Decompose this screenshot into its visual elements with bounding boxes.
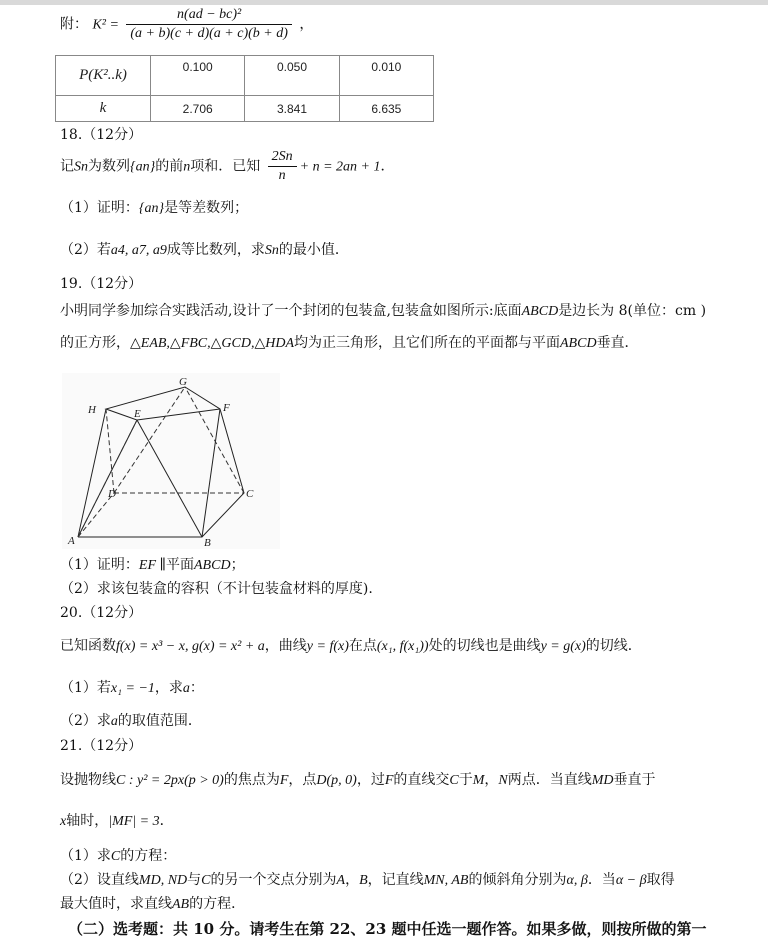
formula-fraction (126, 6, 292, 43)
math: AB (172, 897, 190, 912)
q21-line1 (60, 771, 656, 790)
math: x₁ = −1 (110, 681, 155, 696)
text: 的正方形， (60, 335, 130, 351)
q21-line2 (60, 812, 174, 831)
q19-line1 (60, 302, 706, 321)
math: C : y² = 2px(p > 0) (116, 773, 224, 788)
text: 于 (458, 772, 473, 788)
text: 设抛物线 (60, 772, 116, 788)
math: x (60, 814, 67, 829)
text: 的直线交 (393, 772, 450, 788)
table-cell: 0.010 (339, 56, 433, 96)
label-B: B (204, 537, 211, 549)
text: （1）证明： (60, 557, 139, 573)
text: （2）设直线 (60, 872, 139, 888)
section-heading-elective: （二）选考题：共 10 分。请考生在第 22、23 题中任选一题作答。如果多做，则按所做的第一 (68, 920, 707, 938)
q20-heading: 20.（12分） (60, 605, 143, 621)
text: 垂直． (596, 335, 639, 351)
q21-part2-cont (60, 895, 245, 914)
text: 成等比数列，求 (166, 242, 265, 258)
text: 的前 (155, 158, 184, 175)
text: （2）若 (60, 242, 111, 258)
text: 的另一个交点分别为 (210, 872, 337, 888)
q18-part2 (60, 241, 349, 260)
label-G: G (179, 376, 187, 388)
math: (x₁, f(x₁)) (376, 639, 429, 654)
text: ，记直线 (367, 872, 424, 888)
text: （1）求 (60, 848, 111, 864)
formula-numerator: n(ad − bc)² (126, 6, 292, 25)
q19-heading: 19.（12分） (60, 276, 143, 292)
math: MD, ND (138, 873, 188, 888)
math: {an} (130, 159, 156, 175)
text: ，过 (356, 772, 385, 788)
label-A: A (68, 535, 75, 547)
text: ，求 (154, 680, 183, 696)
math: |MF| = 3 (108, 814, 160, 829)
packaging-box-figure (62, 373, 280, 549)
math: C (449, 773, 459, 788)
math: n (278, 168, 286, 183)
text: ， (484, 772, 499, 788)
formula-suffix: ， (299, 16, 314, 33)
math: a4, a7, a9 (110, 243, 167, 258)
text: 的焦点为 (223, 772, 280, 788)
text: 的倾斜角分别为 (468, 872, 567, 888)
text: 的取值范围． (117, 713, 202, 729)
q18-stem (60, 148, 395, 185)
text: 最大值时，求直线 (60, 896, 172, 912)
text: 已知函数 (60, 638, 116, 654)
text: （1）若 (60, 680, 111, 696)
math: M (472, 773, 485, 788)
math: ABCD (560, 336, 597, 351)
text: 处的切线也是曲线 (428, 638, 541, 654)
math: F (279, 773, 289, 788)
text: ： (189, 680, 204, 696)
formula-lhs: K² = (92, 17, 119, 33)
label-F: F (223, 402, 230, 414)
q19-part1 (60, 556, 245, 575)
math: α, β (566, 873, 588, 888)
math: α − β (615, 873, 647, 888)
text: 为数列 (88, 158, 130, 175)
text: 轴时， (66, 813, 109, 829)
q20-part2 (60, 712, 202, 731)
math: y = g(x) (540, 639, 586, 654)
text: 的方程： (120, 848, 177, 864)
table-header-k: k (56, 96, 151, 122)
table-cell: 3.841 (245, 96, 339, 122)
label-E: E (134, 408, 141, 420)
q20-stem (60, 637, 642, 656)
label-H: H (88, 404, 96, 416)
math: △EAB,△FBC,△GCD,△HDA (130, 336, 294, 351)
q20-part1 (60, 679, 204, 698)
text: 小明同学参加综合实践活动,设计了一个封闭的包装盒,包装盒如图所示:底面 (60, 303, 522, 319)
math: n (183, 159, 191, 175)
math: y = f(x) (306, 639, 349, 654)
text: 均为正三角形，且它们所在的平面都与平面 (294, 335, 560, 351)
chi-square-formula (60, 6, 313, 43)
math: C (110, 849, 121, 864)
q21-heading: 21.（12分） (60, 738, 143, 754)
text: ，点 (288, 772, 317, 788)
table-cell: 0.100 (151, 56, 245, 96)
math: D(p, 0) (316, 773, 357, 788)
q18-heading: 18.（12分） (60, 127, 143, 143)
math: A (336, 873, 346, 888)
math: ABCD (521, 304, 559, 319)
text: ．当 (587, 872, 616, 888)
math: a (182, 681, 190, 696)
q19-line2 (60, 334, 639, 353)
math: a (110, 714, 118, 729)
table-cell: 2.706 (151, 96, 245, 122)
text: 与 (187, 872, 202, 888)
math: B (359, 873, 368, 888)
q18-fraction (268, 148, 297, 185)
math: f(x) = x³ − x, g(x) = x² + a (116, 639, 265, 654)
text: 是等差数列； (164, 200, 249, 216)
q21-part2 (60, 871, 675, 890)
math: F (384, 773, 394, 788)
formula-denominator: (a + b)(c + d)(a + c)(b + d) (130, 26, 288, 41)
label-C: C (246, 488, 254, 500)
text: 的方程． (189, 896, 246, 912)
math: 2Sn (268, 148, 297, 167)
table-header-p: P(K²..k) (56, 56, 151, 96)
q19-part2: （2）求该包装盒的容积（不计包装盒材料的厚度). (60, 581, 373, 597)
table-cell: 6.635 (339, 96, 433, 122)
math: + n = 2an + 1 (299, 159, 381, 175)
critical-value-table (55, 55, 434, 122)
q18-part1 (60, 199, 248, 218)
text: （1）证明： (60, 200, 139, 216)
math: Sn (74, 159, 88, 175)
table-row (56, 96, 434, 122)
math: {an} (138, 201, 165, 216)
text: （2）求 (60, 713, 111, 729)
text: 项和．已知 (190, 158, 261, 175)
q21-part1 (60, 847, 176, 866)
label-D: D (108, 488, 116, 500)
math: Sn (264, 243, 279, 258)
math: ABCD (194, 558, 231, 573)
table-cell: 0.050 (245, 56, 339, 96)
text: 两点．当直线 (507, 772, 592, 788)
math: MN, AB (423, 873, 469, 888)
text: 的最小值． (278, 242, 349, 258)
table-row (56, 56, 434, 96)
math: MD (591, 773, 614, 788)
text: 取得 (646, 872, 675, 888)
top-border (0, 0, 768, 5)
text: 是边长为 8(单位：cm ) (558, 303, 707, 319)
text: ． (159, 813, 174, 829)
math: EF ∥ (138, 558, 166, 573)
text: 在点 (348, 638, 377, 654)
text: 的切线． (585, 638, 642, 654)
text: ． (380, 158, 395, 175)
math: N (498, 773, 508, 788)
math: C (201, 873, 211, 888)
text: 垂直于 (613, 772, 656, 788)
formula-prefix: 附： (60, 16, 88, 33)
text: ，曲线 (264, 638, 307, 654)
text: 记 (60, 158, 74, 175)
text: ， (345, 872, 360, 888)
text: ； (230, 557, 245, 573)
text: 平面 (166, 557, 194, 573)
